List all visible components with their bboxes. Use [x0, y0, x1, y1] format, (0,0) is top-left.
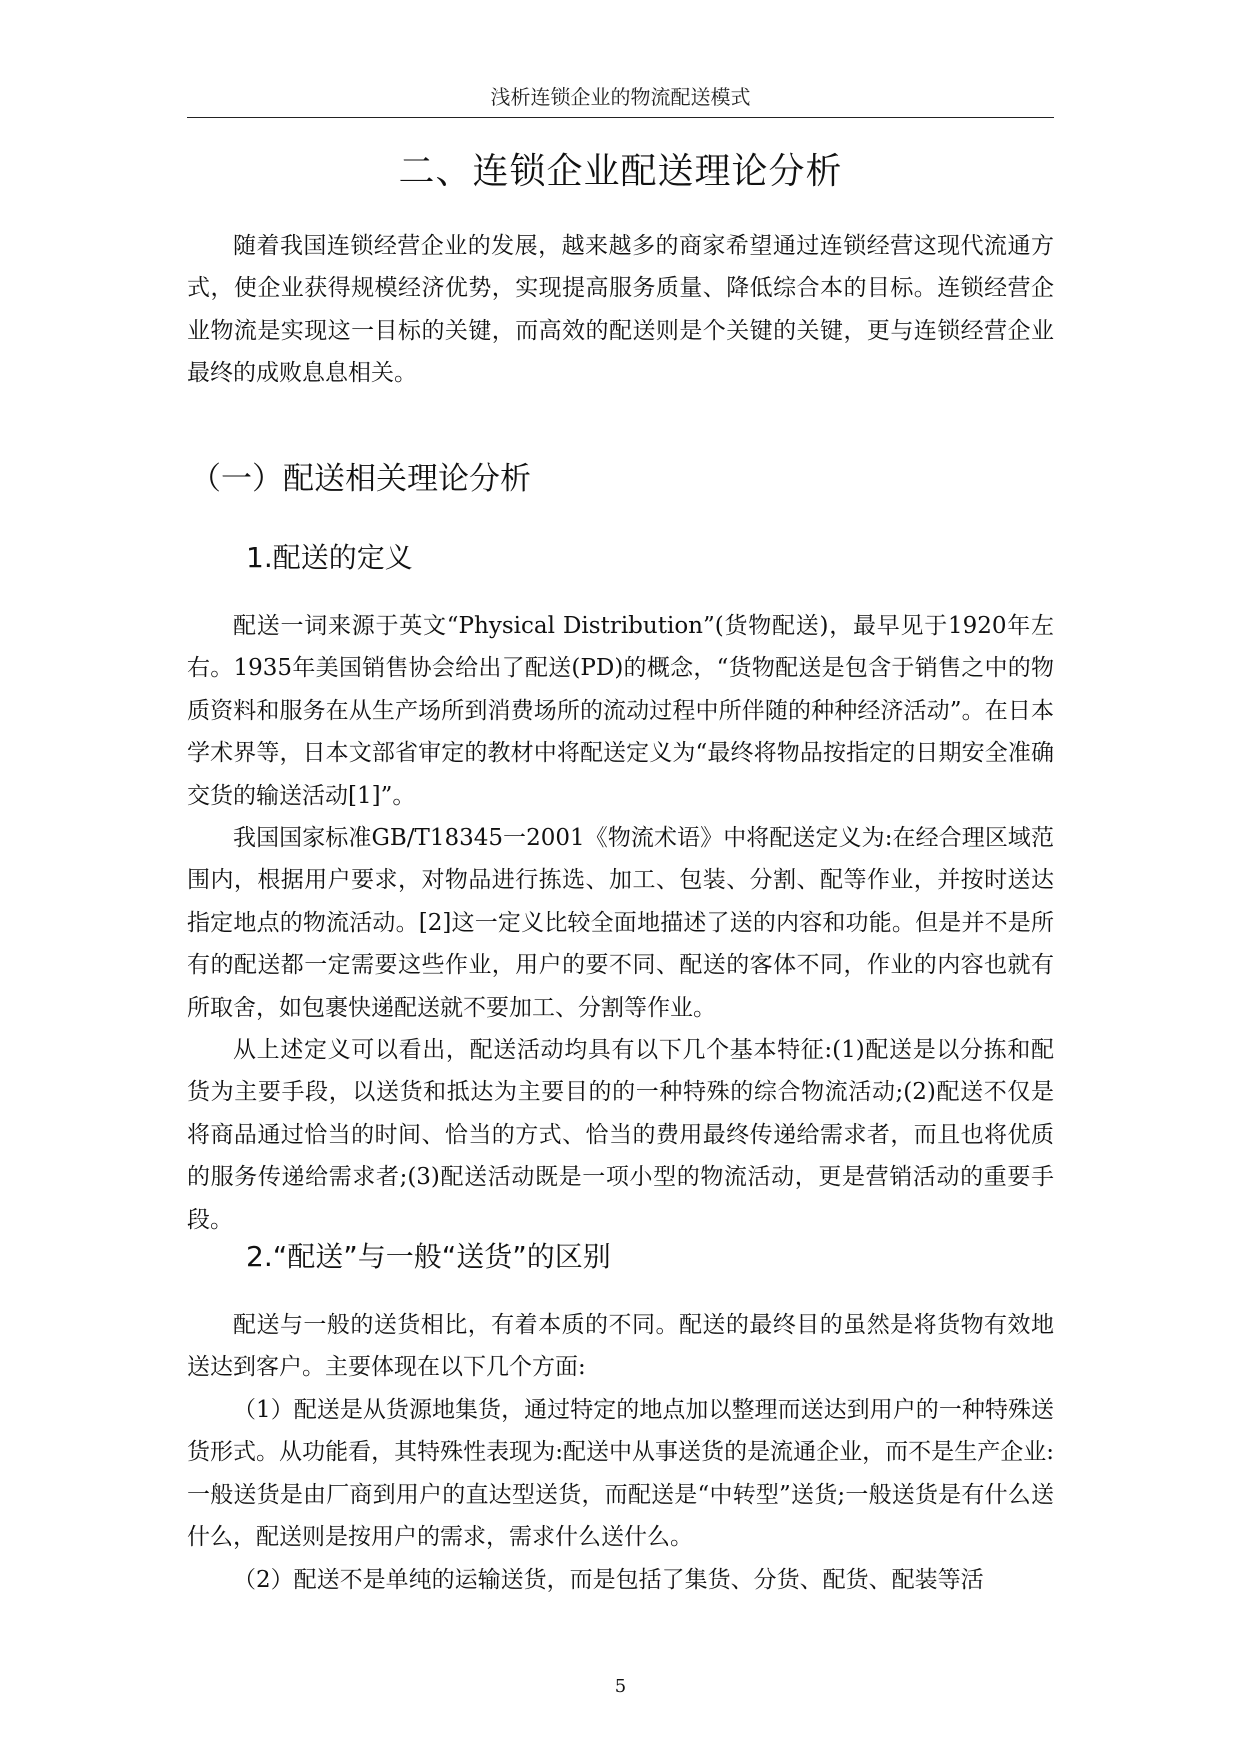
paragraph-point-2: （2）配送不是单纯的运输送货，而是包括了集货、分货、配货、配装等活 [233, 1567, 984, 1593]
paragraph-definition-origin: 配送一词来源于英文“Physical Distribution”(货物配送)，最早见于1920年左右。1935年美国销售协会给出了配送(PD)的概念，“货物配送是包含于销售之中的物质资料和服务在从生产场所到消费场所的流动过程中所伴随的种种经济活动”。在日本学术界等，日本文部省审定的教材中将配送定义为“最终将物品按指定的日期安全准确交货的输送活动[1]”。 [187, 613, 1054, 809]
subsection-heading-definition: 1.配送的定义 [246, 541, 413, 574]
subsection-heading-distinction: 2.“配送”与一般“送货”的区别 [246, 1240, 611, 1273]
paragraph-characteristics: 从上述定义可以看出，配送活动均具有以下几个基本特征:(1)配送是以分拣和配货为主要手段，以送货和抵达为主要目的的一种特殊的综合物流活动;(2)配送不仅是将商品通过恰当的时间、恰当的方式、恰当的费用最终传递给需求者，而且也将优质的服务传递给需求者;(3)配送活动既是一项小型的物流活动，更是营销活动的重要手段。 [187, 1037, 1054, 1233]
paragraph-point-1: （1）配送是从货源地集货，通过特定的地点加以整理而送达到用户的一种特殊送货形式。从功能看，其特殊性表现为:配送中从事送货的是流通企业，而不是生产企业:一般送货是由厂商到用户的直达型送货，而配送是“中转型”送货;一般送货是有什么送什么，配送则是按用户的需求，需求什么送什么。 [187, 1397, 1054, 1551]
header-rule [187, 117, 1054, 118]
paragraph-intro: 随着我国连锁经营企业的发展，越来越多的商家希望通过连锁经营这现代流通方式，使企业获得规模经济优势，实现提高服务质量、降低综合本的目标。连锁经营企业物流是实现这一目标的关键，而高效的配送则是个关键的关键，更与连锁经营企业最终的成败息息相关。 [187, 233, 1054, 387]
section-heading: （一）配送相关理论分析 [190, 461, 531, 497]
chapter-title: 二、连锁企业配送理论分析 [398, 151, 843, 192]
paragraph-distinction-intro: 配送与一般的送货相比，有着本质的不同。配送的最终目的虽然是将货物有效地送达到客户。主要体现在以下几个方面: [187, 1312, 1054, 1381]
paragraph-national-standard: 我国国家标准GB/T18345一2001《物流术语》中将配送定义为:在经合理区域范围内，根据用户要求，对物品进行拣选、加工、包装、分割、配等作业，并按时送达指定地点的物流活动。[2]这一定义比较全面地描述了送的内容和功能。但是并不是所有的配送都一定需要这些作业，用户的要不同、配送的客体不同，作业的内容也就有所取舍，如包裹快递配送就不要加工、分割等作业。 [187, 825, 1054, 1021]
running-header: 浅析连锁企业的物流配送模式 [490, 85, 751, 109]
page-number: 5 [614, 1676, 627, 1697]
